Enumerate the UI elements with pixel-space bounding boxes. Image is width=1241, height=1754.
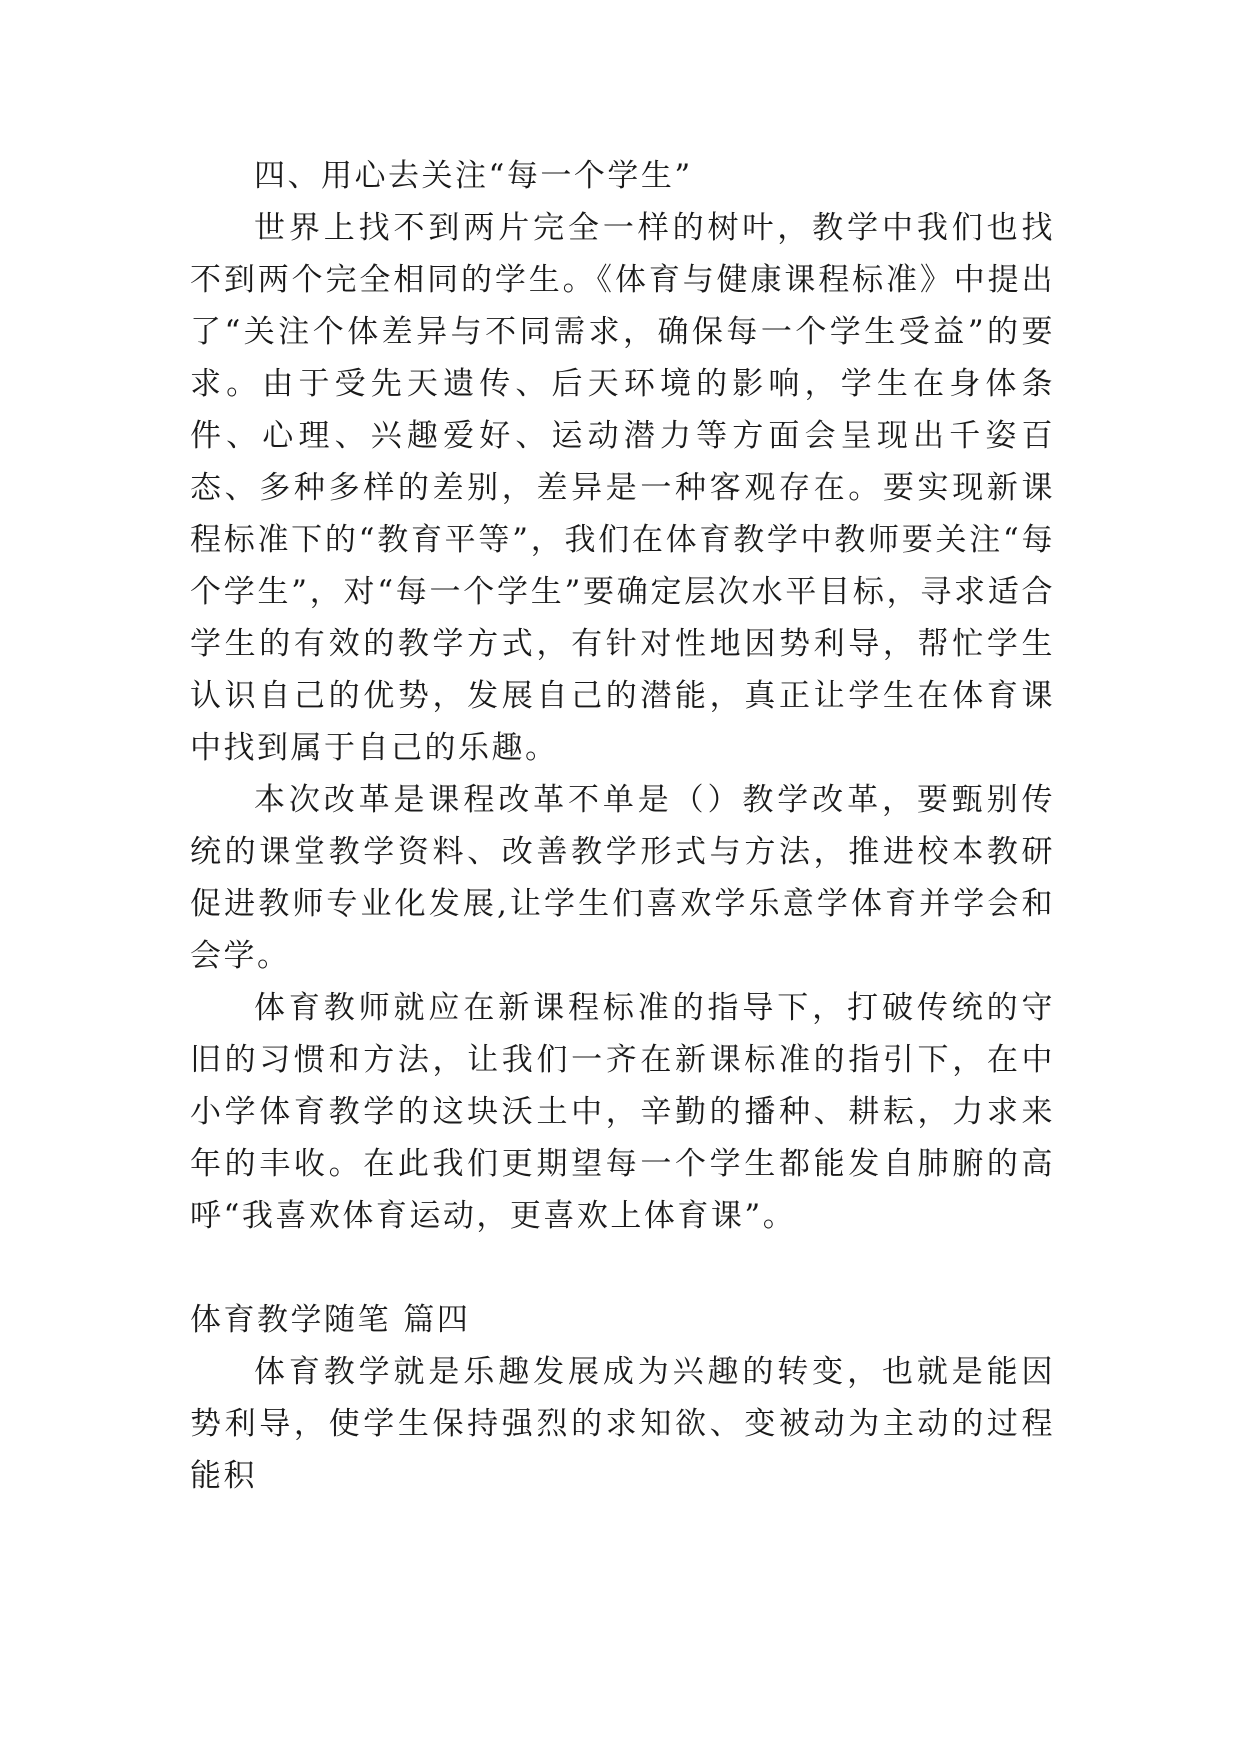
body-paragraph: 体育教师就应在新课程标准的指导下，打破传统的守旧的习惯和方法，让我们一齐在新课标准的指引下，在中小学体育教学的这块沃土中，辛勤的播种、耕耘，力求来年的丰收。在此我们更期望每一个学生都能发自肺腑的高呼“我喜欢体育运动，更喜欢上体育课”。 [190, 990, 1055, 1234]
body-paragraph: 世界上找不到两片完全一样的树叶，教学中我们也找不到两个完全相同的学生。《体育与健康课程标准》中提出了“关注个体差异与不同需求，确保每一个学生受益”的要求。由于受先天遗传、后天环境的影响，学生在身体条件、心理、兴趣爱好、运动潜力等方面会呈现出千姿百态、多种多样的差别，差异是一种客观存在。要实现新课程标准下的“教育平等”，我们在体育教学中教师要关注“每个学生”，对“每一个学生”要确定层次水平目标，寻求适合学生的有效的教学方式，有针对性地因势利导，帮忙学生认识自己的优势，发展自己的潜能，真正让学生在体育课中找到属于自己的乐趣。 [190, 210, 1055, 766]
section-title: 体育教学随笔 篇四 [190, 1302, 471, 1338]
body-paragraph: 体育教学就是乐趣发展成为兴趣的转变，也就是能因势利导，使学生保持强烈的求知欲、变被动为主动的过程能积 [190, 1354, 1055, 1494]
body-paragraph: 本次改革是课程改革不单是（）教学改革，要甄别传统的课堂教学资料、改善教学形式与方法，推进校本教研促进教师专业化发展,让学生们喜欢学乐意学体育并学会和会学。 [190, 782, 1055, 974]
section-heading-four: 四、用心去关注“每一个学生” [254, 158, 693, 194]
document-page [190, 150, 1055, 1502]
section-spacer [190, 1242, 1055, 1294]
